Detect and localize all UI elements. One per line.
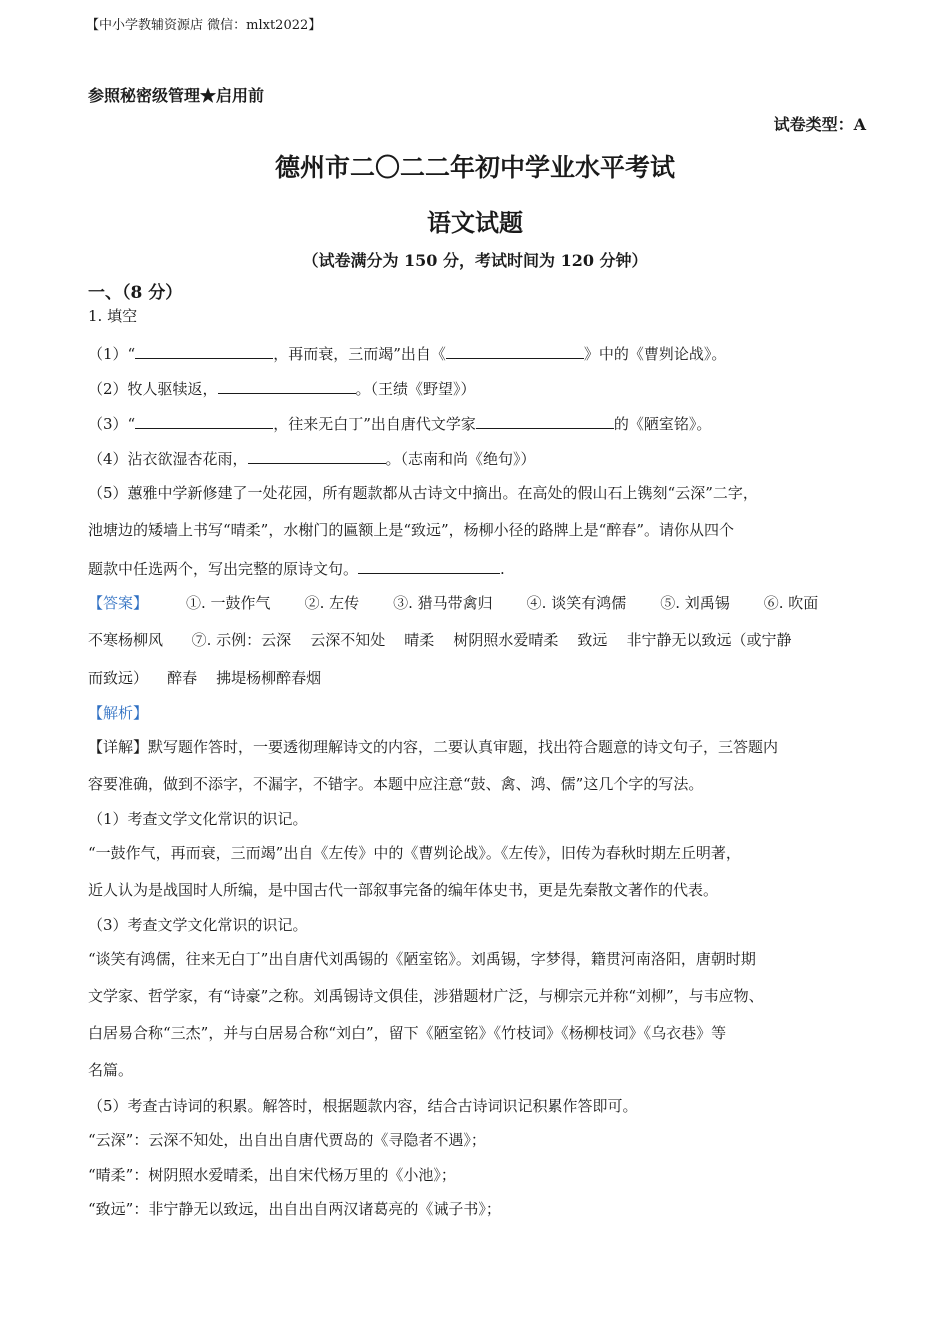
analysis-line: “致远”：非宁静无以致远，出自出自两汉诸葛亮的《诫子书》； [88,1200,501,1218]
question-part-1 [88,342,726,364]
answer-item: ①. 一鼓作气 [186,594,271,612]
text-segment: 的《陋室铭》。 [613,415,712,433]
text-segment: 》中的《曹刿论战》。 [583,345,727,363]
answer-blank [135,342,273,359]
analysis-line: “一鼓作气，再而衰，三而竭”出自《左传》中的《曹刿论战》。《左传》，旧传为春秋时期左丘明著， [88,844,741,862]
analysis-line: “云深”：云深不知处，出自出自唐代贾岛的《寻隐者不遇》； [88,1131,486,1149]
answer-line [88,593,818,613]
answer-blank [248,447,386,464]
text-segment: （4）沾衣欲湿杏花雨， [88,450,248,468]
text-segment: 。（王绩《野望》） [355,380,476,398]
analysis-line: 白居易合称“三杰”，并与白居易合称“刘白”，留下《陋室铭》《竹枝词》《杨柳枝词》《乌衣巷》等 [88,1024,727,1042]
detail-tag: 【详解】 [88,738,149,756]
answer-item: ③. 猎马带禽归 [393,594,493,612]
text-segment: . [500,560,505,578]
question-part-4 [88,447,536,469]
text-segment: 默写题作答时，一要透彻理解诗文的内容，二要认真审题，找出符合题意的诗文句子，三答题内 [148,738,779,756]
question-label: 1. 填空 [88,307,138,325]
text-segment: ，再而衰，三而竭”出自《 [273,345,446,363]
analysis-line: “晴柔”：树阴照水爱晴柔，出自宋代杨万里的《小池》； [88,1166,456,1184]
answer-blank [135,412,273,429]
page-title: 德州市二〇二二年初中学业水平考试 [274,153,675,182]
paper-type: 试卷类型：A [773,115,866,134]
analysis-line: “谈笑有鸿儒，往来无白丁”出自唐代刘禹锡的《陋室铭》。刘禹锡，字梦得，籍贯河南洛阳，唐朝时期 [88,950,756,968]
answer-item: ⑥. 吹面 [763,594,819,612]
question-part-2 [88,377,476,399]
analysis-line: 容要准确，做到不添字，不漏字，不错字。本题中应注意“鼓、禽、鸿、儒”这几个字的写法。 [88,775,704,793]
text-segment: ，往来无白丁”出自唐代文学家 [273,415,476,433]
answer-tag: 【答案】 [88,594,149,612]
analysis-tag: 【解析】 [88,704,149,722]
answer-item: ④. 谈笑有鸿儒 [526,594,627,612]
analysis-line: （3）考查文学文化常识的识记。 [88,916,308,934]
analysis-line: （5）考查古诗词的积累。解答时，根据题款内容，结合古诗词识记积累作答即可。 [88,1097,638,1115]
answer-line: 而致远） 醉春 拂堤杨柳醉春烟 [88,669,322,687]
answer-blank [218,377,356,394]
question-part-5-line: （5）蕙雅中学新修建了一处花园，所有题款都从古诗文中摘出。在高处的假山石上镌刻“云深”二字， [88,484,758,502]
answer-line: 不寒杨柳风 ⑦. 示例：云深 云深不知处 晴柔 树阴照水爱晴柔 致远 非宁静无以致远（或宁静 [88,631,792,649]
section-heading: 一、（8 分） [88,283,183,303]
text-segment: （1）“ [88,345,136,363]
question-part-3 [88,412,711,434]
page-subtitle: 语文试题 [427,208,523,237]
answer-item: ②. 左传 [304,594,360,612]
answer-blank [358,557,500,574]
text-segment: 题款中任选两个，写出完整的原诗文句。 [88,560,359,578]
text-segment: 。（志南和尚《绝句》） [385,450,536,468]
question-part-5-line: 池塘边的矮墙上书写“晴柔”，水榭门的匾额上是“致远”，杨柳小径的路牌上是“醉春”。请你从四个 [88,521,735,539]
analysis-line: 近人认为是战国时人所编，是中国古代一部叙事完备的编年体史书，更是先秦散文著作的代表。 [88,881,719,899]
text-segment: （3）“ [88,415,136,433]
analysis-line: 名篇。 [88,1061,134,1079]
answer-item: ⑤. 刘禹锡 [660,594,730,612]
header-note: 【中小学教辅资源店 微信：mlxt2022】 [86,18,322,33]
text-segment: （2）牧人驱犊返， [88,380,218,398]
answer-blank [476,412,614,429]
question-part-5-line [88,557,505,579]
exam-note: （试卷满分为 150 分，考试时间为 120 分钟） [302,251,648,270]
analysis-line [88,737,778,757]
analysis-line: （1）考查文学文化常识的识记。 [88,810,308,828]
analysis-line: 文学家、哲学家，有“诗豪”之称。刘禹锡诗文俱佳，涉猎题材广泛，与柳宗元并称“刘柳”，与韦应物、 [88,987,764,1005]
answer-blank [446,342,584,359]
secret-label: 参照秘密级管理★启用前 [88,86,265,105]
